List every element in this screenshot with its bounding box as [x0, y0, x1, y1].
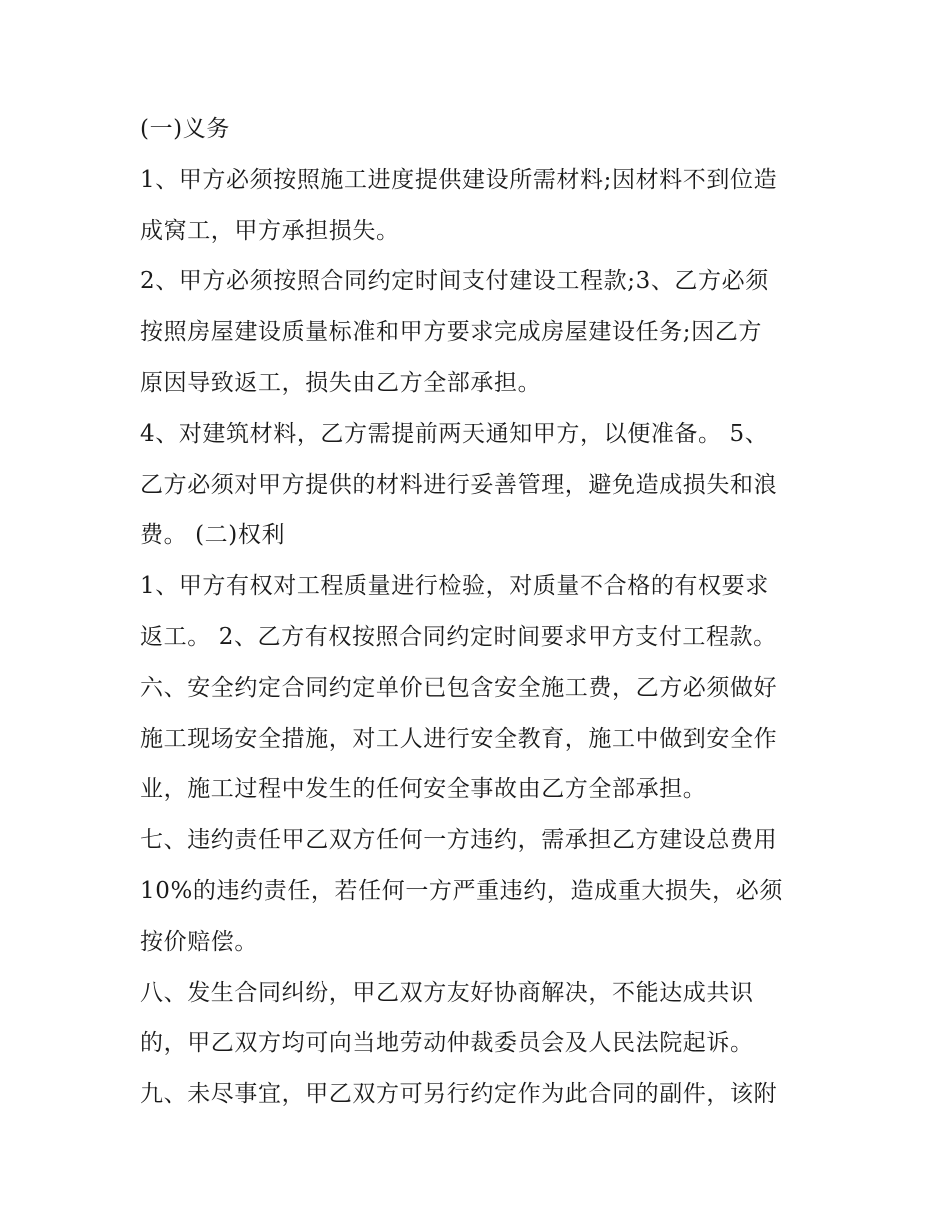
- text-line: 八、发生合同纠纷，甲乙双方友好协商解决，不能达成共识: [140, 979, 754, 1006]
- text-line: 2、甲方必须按照合同约定时间支付建设工程款;3、乙方必须: [140, 268, 769, 295]
- text-line: 4、对建筑材料，乙方需提前两天通知甲方，以便准备。 5、: [140, 420, 769, 447]
- text-line: 成窝工，甲方承担损失。: [140, 217, 400, 244]
- text-line: 10%的违约责任，若任何一方严重违约，造成重大损失，必须: [140, 877, 783, 904]
- text-line: 乙方必须对甲方提供的材料进行妥善管理，避免造成损失和浪: [140, 471, 778, 498]
- text-line: 1、甲方必须按照施工进度提供建设所需材料;因材料不到位造: [140, 166, 778, 193]
- text-line: 1、甲方有权对工程质量进行检验，对质量不合格的有权要求: [140, 573, 769, 600]
- text-line: 费。 (二)权利: [140, 522, 286, 549]
- text-line: 九、未尽事宜，甲乙双方可另行约定作为此合同的副件，该附: [140, 1081, 778, 1108]
- text-line: 业，施工过程中发生的任何安全事故由乙方全部承担。: [140, 776, 707, 803]
- text-line: 按价赔偿。: [140, 928, 258, 955]
- text-line: 七、违约责任甲乙双方任何一方违约，需承担乙方建设总费用: [140, 827, 778, 854]
- document-body: [140, 104, 820, 1120]
- text-line: 原因导致返工，损失由乙方全部承担。: [140, 369, 542, 396]
- text-line: 的，甲乙双方均可向当地劳动仲裁委员会及人民法院起诉。: [140, 1030, 754, 1057]
- text-line: 返工。 2、乙方有权按照合同约定时间要求甲方支付工程款。: [140, 623, 777, 650]
- text-line: 按照房屋建设质量标准和甲方要求完成房屋建设任务;因乙方: [140, 319, 762, 346]
- text-line: 六、安全约定合同约定单价已包含安全施工费，乙方必须做好: [140, 674, 778, 701]
- text-line: (一)义务: [140, 116, 230, 142]
- text-line: 施工现场安全措施，对工人进行安全教育，施工中做到安全作: [140, 725, 778, 752]
